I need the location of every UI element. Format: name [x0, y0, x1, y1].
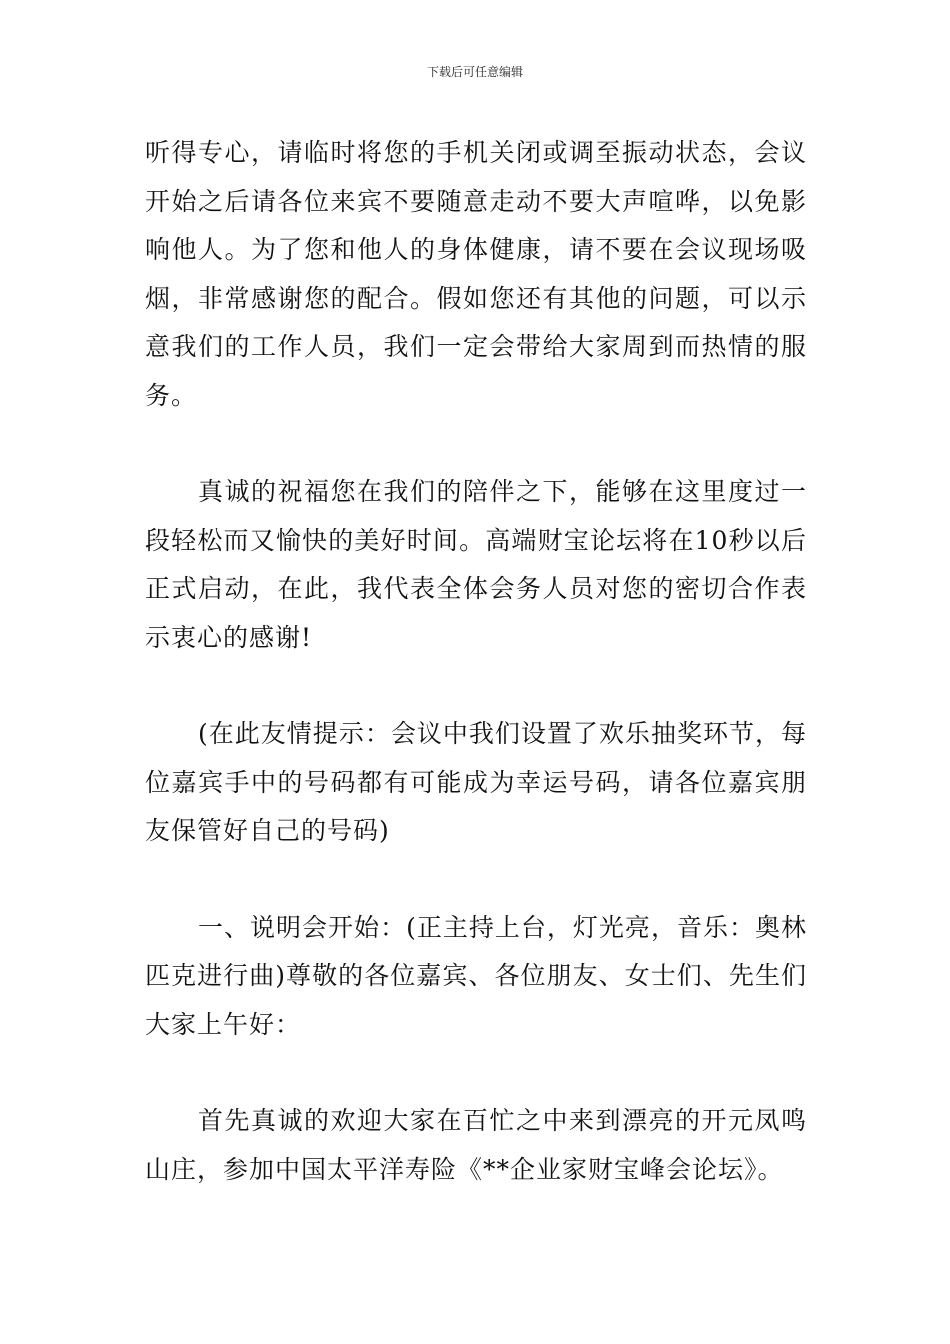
page-header: 下载后可任意编辑: [426, 65, 523, 79]
paragraph-audience-notice: 听得专心，请临时将您的手机关闭或调至振动状态，会议开始之后请各位来宾不要随意走动不要大声喧哗，以免影响他人。为了您和他人的身体健康，请不要在会议现场吸烟，非常感谢您的配合。假如您还有其他的问题，可以示意我们的工作人员，我们一定会带给大家周到而热情的服务。: [145, 138, 807, 410]
paragraph-welcome: 首先真诚的欢迎大家在百忙之中来到漂亮的开元凤鸣山庄，参加中国太平洋寿险《**企业家财宝峰会论坛》。: [145, 1106, 807, 1184]
paragraph-lottery-tip: (在此友情提示：会议中我们设置了欢乐抽奖环节，每位嘉宾手中的号码都有可能成为幸运号码，请各位嘉宾朋友保管好自己的号码): [145, 719, 807, 845]
document-body: [145, 129, 807, 1194]
paragraph-blessing: 真诚的祝福您在我们的陪伴之下，能够在这里度过一段轻松而又愉快的美好时间。高端财宝论坛将在10秒以后正式启动，在此，我代表全体会务人员对您的密切合作表示衷心的感谢!: [145, 477, 807, 652]
paragraph-opening: 一、说明会开始：(正主持上台，灯光亮，音乐：奥林匹克进行曲)尊敬的各位嘉宾、各位朋友、女士们、先生们大家上午好：: [145, 912, 807, 1039]
